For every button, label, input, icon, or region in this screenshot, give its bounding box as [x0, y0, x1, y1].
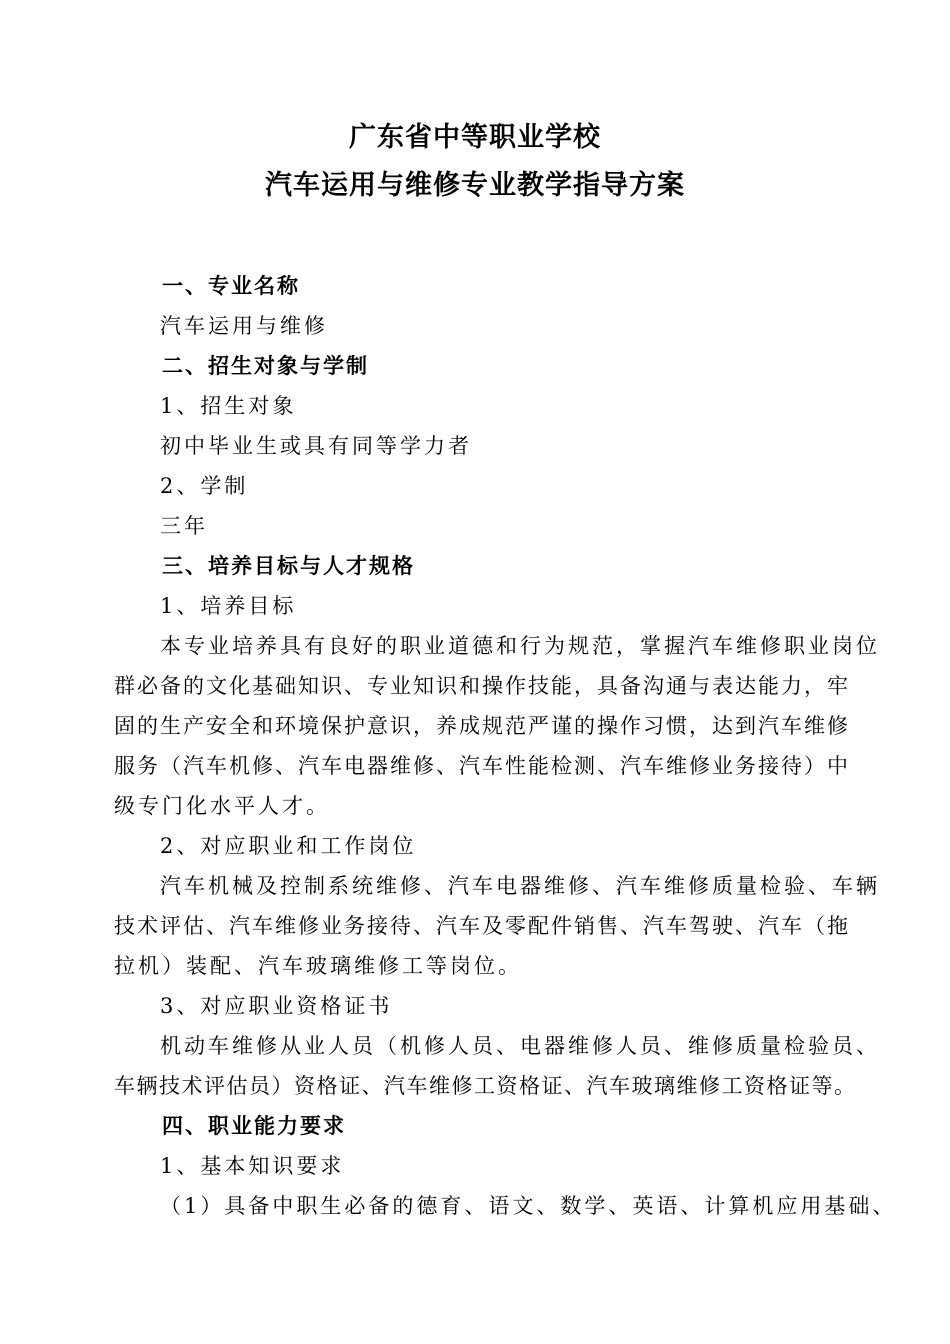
section-heading-objectives: 三、培养目标与人才规格 [162, 554, 415, 578]
paragraph-line: 初中毕业生或具有同等学力者 [160, 434, 472, 458]
subheading-line: 3、对应职业资格证书 [160, 994, 393, 1018]
paragraph-line: 技术评估、汽车维修业务接待、汽车及零配件销售、汽车驾驶、汽车（拖 [114, 914, 850, 938]
subheading-line: 1、培养目标 [160, 594, 297, 618]
subheading-line: 2、对应职业和工作岗位 [160, 834, 417, 858]
paragraph-line: 级专门化水平人才。 [114, 794, 330, 818]
paragraph-line: 三年 [160, 514, 208, 538]
paragraph-line: 车辆技术评估员）资格证、汽车维修工资格证、汽车玻璃维修工资格证等。 [114, 1074, 857, 1098]
paragraph-line: 服务（汽车机修、汽车电器维修、汽车性能检测、汽车维修业务接待）中 [114, 754, 850, 778]
paragraph-line: 本专业培养具有良好的职业道德和行为规范，掌握汽车维修职业岗位 [160, 634, 880, 658]
document-title-line-2: 汽车运用与维修专业教学指导方案 [265, 170, 685, 201]
paragraph-line: 汽车运用与维修 [160, 314, 328, 338]
section-heading-competency: 四、职业能力要求 [162, 1114, 346, 1138]
paragraph-line: 拉机）装配、汽车玻璃维修工等岗位。 [114, 954, 522, 978]
paragraph-line: 固的生产安全和环境保护意识，养成规范严谨的操作习惯，达到汽车维修 [114, 714, 850, 738]
subheading-line: 2、学制 [160, 474, 249, 498]
subheading-line: 1、招生对象 [160, 394, 297, 418]
document-title-line-1: 广东省中等职业学校 [349, 122, 601, 153]
section-heading-major-name: 一、专业名称 [162, 274, 300, 298]
paragraph-line: 群必备的文化基础知识、专业知识和操作技能，具备沟通与表达能力，牢 [114, 674, 850, 698]
paragraph-line: 机动车维修从业人员（机修人员、电器维修人员、维修质量检验员、 [160, 1034, 880, 1058]
paragraph-line: （1）具备中职生必备的德育、语文、数学、英语、计算机应用基础、 [160, 1194, 897, 1218]
section-heading-enrollment: 二、招生对象与学制 [162, 354, 369, 378]
paragraph-line: 汽车机械及控制系统维修、汽车电器维修、汽车维修质量检验、车辆 [160, 874, 880, 898]
subheading-line: 1、基本知识要求 [160, 1154, 345, 1178]
